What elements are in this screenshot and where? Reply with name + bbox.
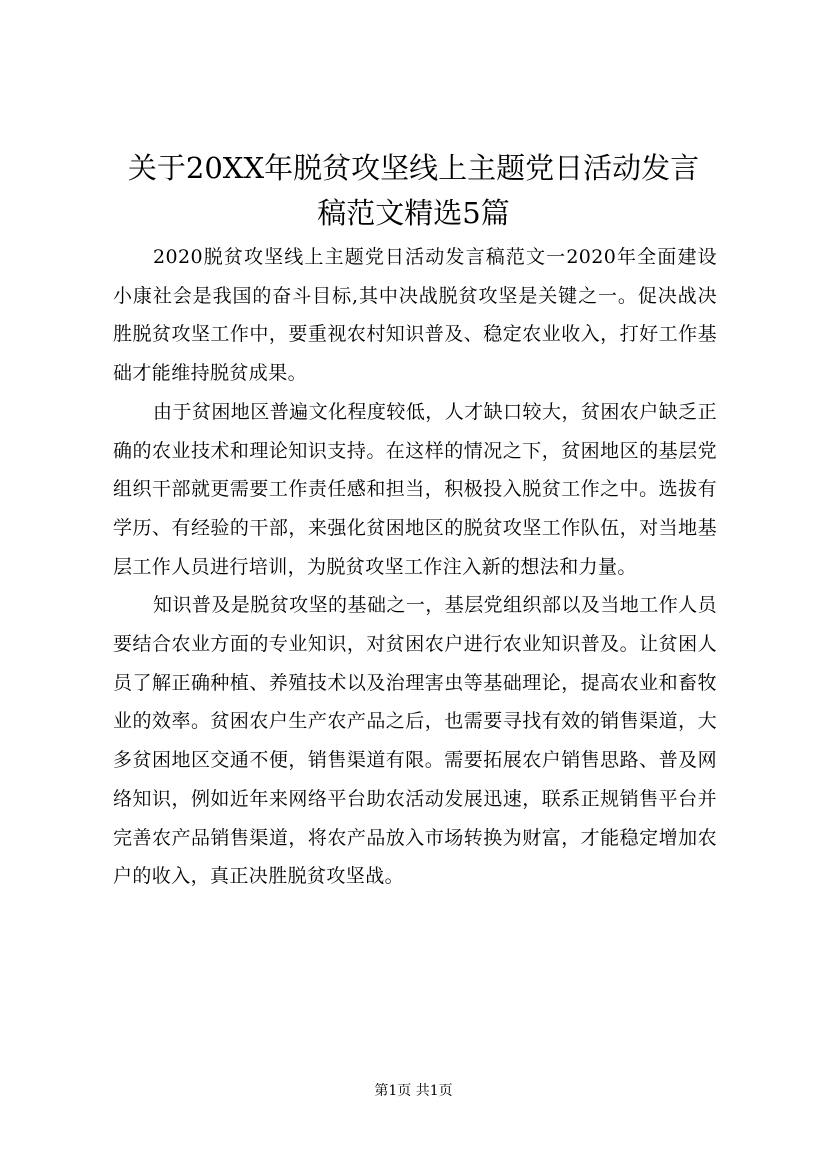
paragraph-2: 由于贫困地区普遍文化程度较低，人才缺口较大，贫困农户缺乏正确的农业技术和理论知识支持。在这样的情况之下，贫困地区的基层党组织干部就更需要工作责任感和担当，积极投入脱贫工作之中。选拔有学历、有经验的干部，来强化贫困地区的脱贫攻坚工作队伍，对当地基层工作人员进行培训，为脱贫攻坚工作注入新的想法和力量。 (113, 400, 717, 578)
paragraph-1: 2020脱贫攻坚线上主题党日活动发言稿范文一2020年全面建设小康社会是我国的奋斗目标,其中决战脱贫攻坚是关键之一。促决战决胜脱贫攻坚工作中，要重视农村知识普及、稳定农业收入，打好工作基础才能维持脱贫成果。 (113, 246, 717, 385)
page-footer: 第1页 共1页 (374, 1083, 453, 1099)
paragraph-3: 知识普及是脱贫攻坚的基础之一，基层党组织部以及当地工作人员要结合农业方面的专业知识，对贫困农户进行农业知识普及。让贫困人员了解正确种植、养殖技术以及治理害虫等基础理论，提高农业和畜牧业的效率。贫困农户生产农产品之后，也需要寻找有效的销售渠道，大多贫困地区交通不便，销售渠道有限。需要拓展农户销售思路、普及网络知识，例如近年来网络平台助农活动发展迅速，联系正规销售平台并完善农产品销售渠道，将农产品放入市场转换为财富，才能稳定增加农户的收入，真正决胜脱贫攻坚战。 (113, 594, 717, 888)
document-title (60, 146, 767, 236)
title-line-1: 关于20XX年脱贫攻坚线上主题党日活动发言 (127, 151, 700, 185)
title-line-2: 稿范文精选5篇 (317, 196, 510, 230)
document-body (113, 238, 717, 896)
